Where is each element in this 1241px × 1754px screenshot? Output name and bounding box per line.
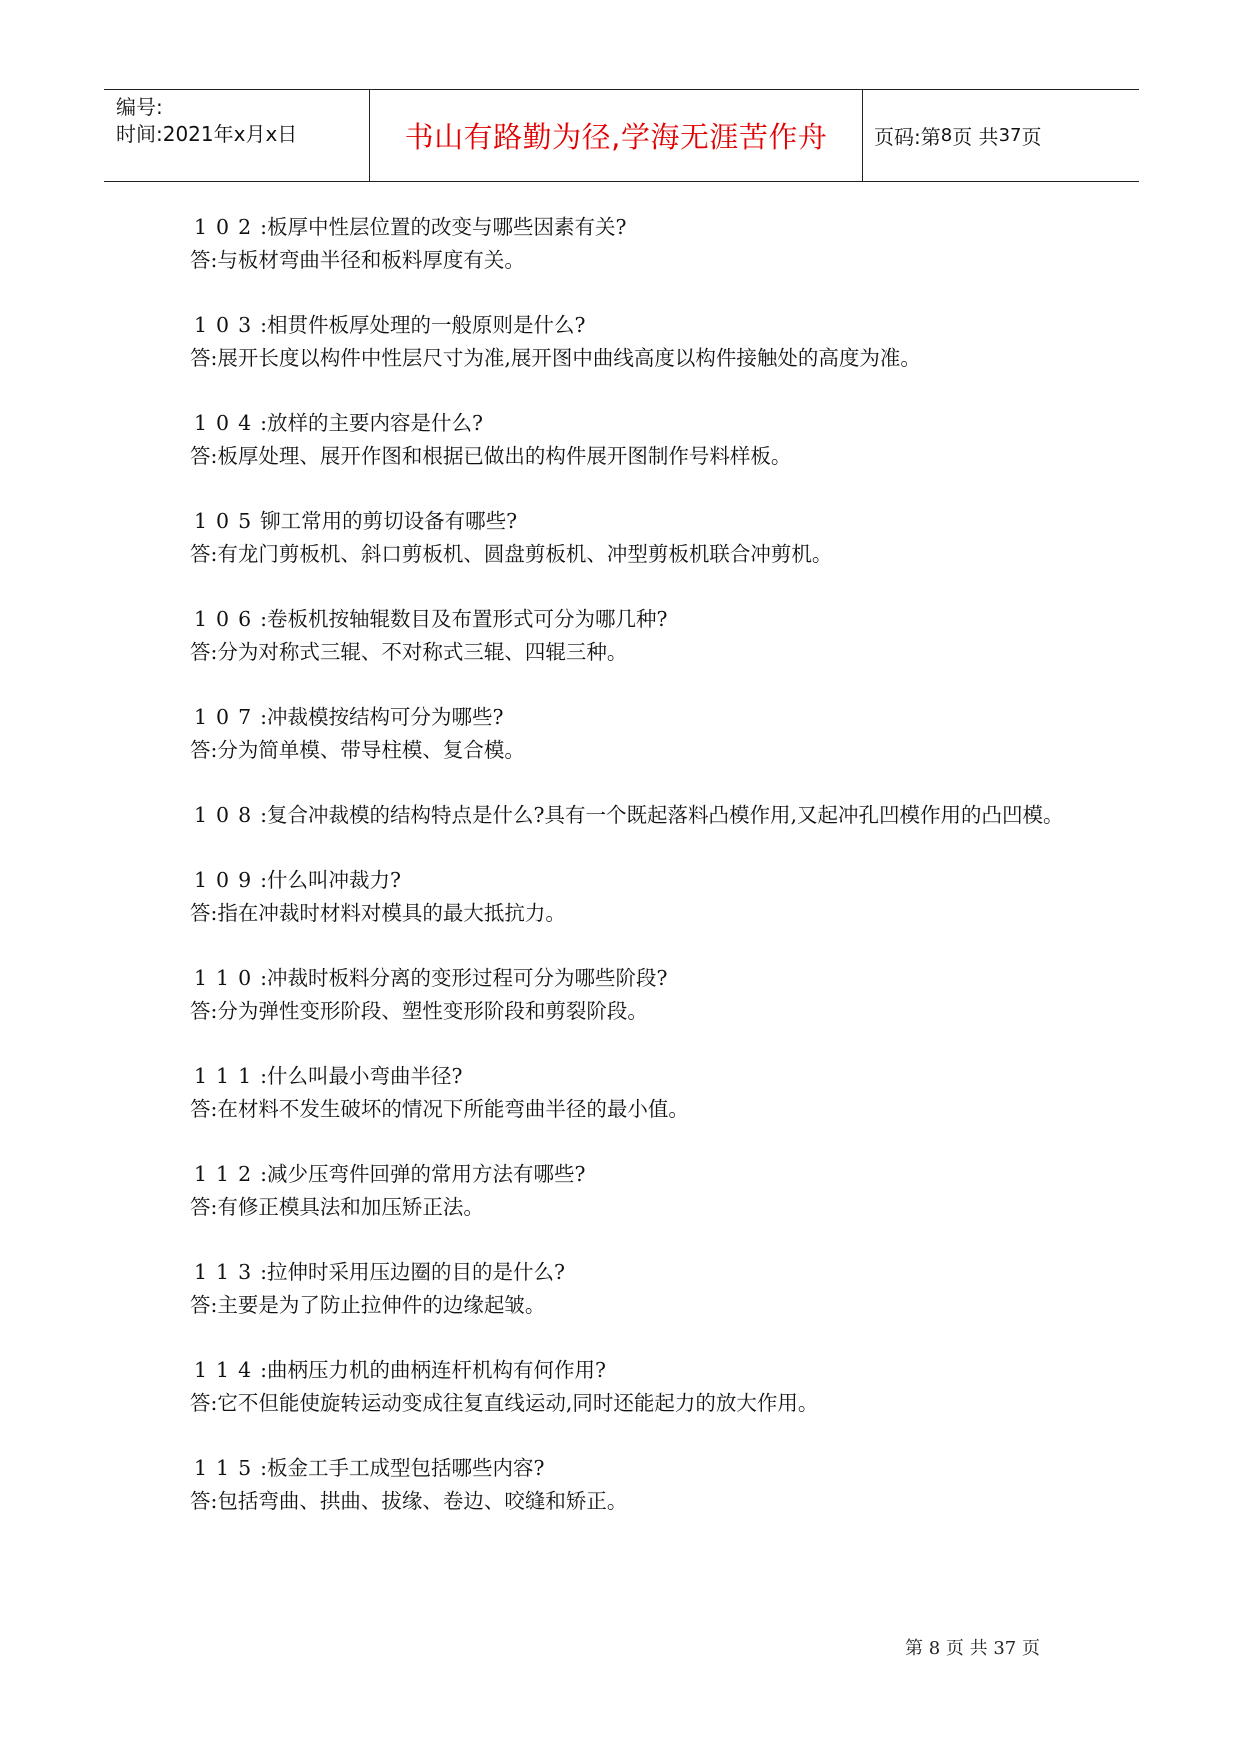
answer-text: 答:在材料不发生破坏的情况下所能弯曲半径的最小值。	[190, 1097, 689, 1121]
qa-item	[190, 505, 1070, 571]
question-number: 106	[194, 607, 261, 631]
question	[190, 1060, 1070, 1093]
question-text: :板金工手工成型包括哪些内容?	[260, 1456, 545, 1480]
question-number: 110	[194, 966, 261, 990]
question-number: 103	[194, 313, 261, 337]
question	[190, 505, 1070, 538]
answer-text: 答:有修正模具法和加压矫正法。	[190, 1195, 484, 1219]
answer-text: 答:板厚处理、展开作图和根据已做出的构件展开图制作号料样板。	[190, 444, 792, 468]
header-page-number	[874, 90, 1041, 181]
question	[190, 309, 1070, 342]
question-text: :曲柄压力机的曲柄连杆机构有何作用?	[260, 1358, 607, 1382]
question-number: 115	[194, 1456, 261, 1480]
question-text: :复合冲裁模的结构特点是什么?具有一个既起落料凸模作用,又起冲孔凹模作用的凸凹模。	[260, 803, 1064, 827]
question-number: 109	[194, 868, 261, 892]
qa-item	[190, 701, 1070, 767]
answer-text: 答:分为对称式三辊、不对称式三辊、四辊三种。	[190, 640, 628, 664]
question	[190, 211, 1070, 244]
question-text: :板厚中性层位置的改变与哪些因素有关?	[260, 215, 627, 239]
qa-item	[190, 1452, 1070, 1518]
qa-item	[190, 1158, 1070, 1224]
question-text: :冲裁模按结构可分为哪些?	[260, 705, 504, 729]
qa-item	[190, 962, 1070, 1028]
qa-item	[190, 1354, 1070, 1420]
question	[190, 799, 1070, 832]
header-divider	[862, 90, 863, 181]
question-text: :相贯件板厚处理的一般原则是什么?	[260, 313, 586, 337]
answer-text: 答:包括弯曲、拱曲、拔缘、卷边、咬缝和矫正。	[190, 1489, 628, 1513]
date-label: 时间:2021年x月x日	[116, 122, 298, 146]
qa-item	[190, 211, 1070, 277]
question	[190, 962, 1070, 995]
question	[190, 864, 1070, 897]
qa-item	[190, 864, 1070, 930]
question-text: 铆工常用的剪切设备有哪些?	[260, 509, 518, 533]
header-divider	[369, 90, 370, 181]
question-number: 113	[194, 1260, 261, 1284]
answer-text: 答:分为简单模、带导柱模、复合模。	[190, 738, 525, 762]
question-text: :什么叫最小弯曲半径?	[260, 1064, 463, 1088]
page-total: 37	[998, 125, 1022, 146]
question-number: 111	[194, 1064, 261, 1088]
question-number: 108	[194, 803, 261, 827]
question-number: 107	[194, 705, 261, 729]
question-number: 102	[194, 215, 261, 239]
question-text: :放样的主要内容是什么?	[260, 411, 484, 435]
qa-item	[190, 1256, 1070, 1322]
question	[190, 1256, 1070, 1289]
page-suffix: 页	[1021, 125, 1042, 149]
answer-text: 答:展开长度以构件中性层尺寸为准,展开图中曲线高度以构件接触处的高度为准。	[190, 346, 921, 370]
question-text: :减少压弯件回弹的常用方法有哪些?	[260, 1162, 586, 1186]
answer-text: 答:指在冲裁时材料对模具的最大抵抗力。	[190, 901, 566, 925]
question-text: :拉伸时采用压边圈的目的是什么?	[260, 1260, 566, 1284]
qa-item	[190, 309, 1070, 375]
question	[190, 407, 1070, 440]
question	[190, 603, 1070, 636]
page-mid: 页 共	[952, 125, 999, 149]
question	[190, 1158, 1070, 1191]
answer-text: 答:分为弹性变形阶段、塑性变形阶段和剪裂阶段。	[190, 999, 648, 1023]
question-number: 114	[194, 1358, 261, 1382]
question	[190, 1452, 1070, 1485]
question-number: 112	[194, 1162, 261, 1186]
header-motto: 书山有路勤为径,学海无涯苦作舟	[404, 120, 828, 154]
qa-list	[190, 211, 1070, 1550]
qa-item	[190, 407, 1070, 473]
qa-item	[190, 799, 1070, 832]
question	[190, 701, 1070, 734]
question-text: :什么叫冲裁力?	[260, 868, 402, 892]
question-text: :卷板机按轴辊数目及布置形式可分为哪几种?	[260, 607, 668, 631]
question-number: 105	[194, 509, 261, 533]
question-text: :冲裁时板料分离的变形过程可分为哪些阶段?	[260, 966, 668, 990]
question	[190, 1354, 1070, 1387]
qa-item	[190, 603, 1070, 669]
page-current: 8	[940, 125, 953, 146]
page-header	[104, 89, 1139, 182]
page-footer: 第 8 页 共 37 页	[905, 1638, 1040, 1659]
question-number: 104	[194, 411, 261, 435]
page-prefix: 页码:第	[874, 125, 941, 149]
qa-item	[190, 1060, 1070, 1126]
answer-text: 答:主要是为了防止拉伸件的边缘起皱。	[190, 1293, 546, 1317]
answer-text: 答:有龙门剪板机、斜口剪板机、圆盘剪板机、冲型剪板机联合冲剪机。	[190, 542, 833, 566]
answer-text: 答:与板材弯曲半径和板料厚度有关。	[190, 248, 525, 272]
header-meta	[116, 94, 366, 148]
serial-label: 编号:	[116, 95, 163, 119]
answer-text: 答:它不但能使旋转运动变成往复直线运动,同时还能起力的放大作用。	[190, 1391, 819, 1415]
